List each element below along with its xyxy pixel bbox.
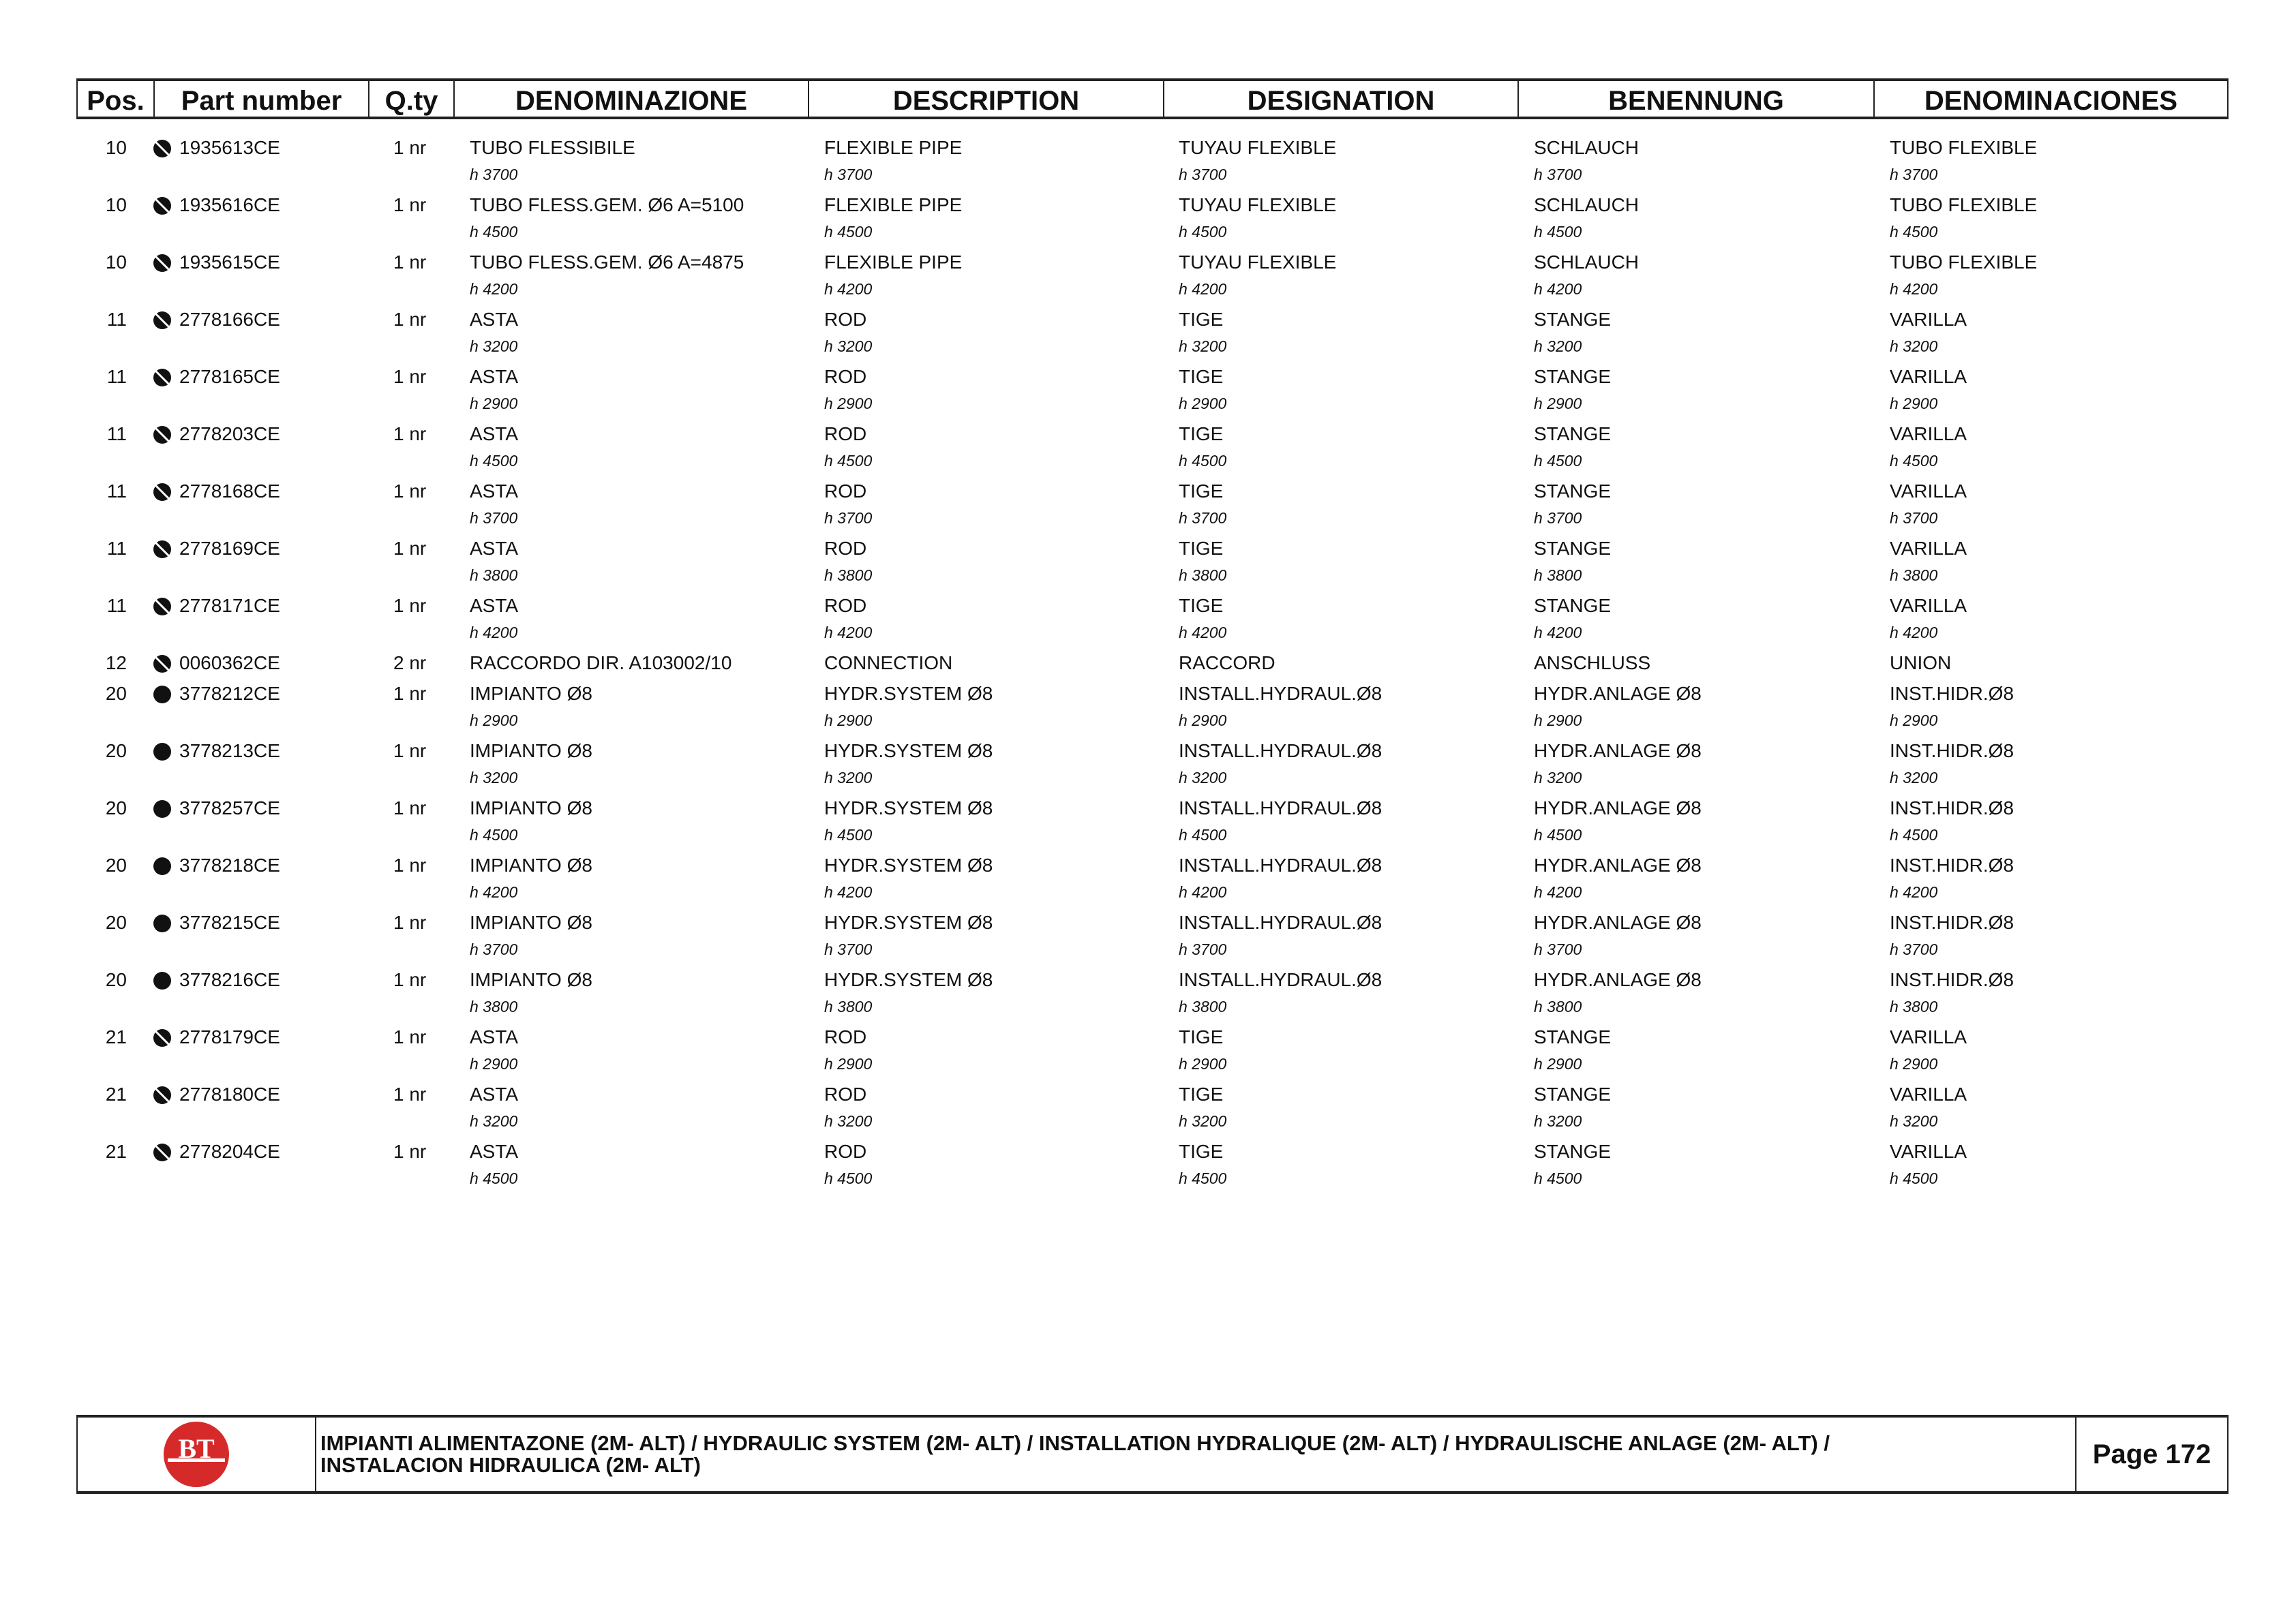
table-row	[0, 191, 2296, 248]
benennung: HYDR.ANLAGE Ø8	[1534, 683, 1702, 704]
table-row	[0, 649, 2296, 679]
height-note: h 3800	[1534, 566, 1582, 584]
height-note: h 4200	[470, 624, 518, 641]
denominazione: ASTA	[470, 1084, 519, 1105]
part-number: 2778165CE	[179, 366, 280, 387]
footer-title-line1: IMPIANTI ALIMENTAZONE (2M- ALT) / HYDRAULIC SYSTEM (2M- ALT) / INSTALLATION HYDRALIQUE (2M- ALT) / HYDRAULISCHE ANLAGE (2M- ALT) /	[320, 1431, 1830, 1455]
pos: 20	[105, 683, 127, 704]
slashed-circle-icon	[153, 538, 172, 557]
designation: TIGE	[1179, 480, 1224, 502]
pos: 21	[105, 1084, 127, 1105]
description: ROD	[824, 1084, 867, 1105]
part-number: 3778257CE	[179, 797, 280, 818]
table-row	[0, 592, 2296, 649]
height-note: h 4500	[824, 223, 873, 241]
quantity: 1 nr	[393, 423, 427, 444]
quantity: 1 nr	[393, 1026, 427, 1047]
part-number: 1935615CE	[179, 251, 280, 273]
height-note: h 3700	[1179, 509, 1227, 527]
denominaciones: TUBO FLEXIBLE	[1890, 194, 2038, 215]
height-note: h 3700	[1534, 940, 1582, 958]
slashed-circle-icon	[153, 252, 172, 271]
height-note: h 3200	[1534, 1112, 1582, 1130]
height-note: h 2900	[1179, 711, 1227, 729]
denominaciones: VARILLA	[1890, 538, 1967, 559]
description: HYDR.SYSTEM Ø8	[824, 969, 993, 990]
height-note: h 3700	[1179, 166, 1227, 183]
designation: TIGE	[1179, 538, 1224, 559]
header-benennung: BENENNUNG	[1519, 81, 1875, 117]
denominazione: ASTA	[470, 1026, 519, 1047]
table-header	[76, 78, 2229, 119]
table-row	[0, 1023, 2296, 1080]
table-row	[0, 363, 2296, 420]
designation: INSTALL.HYDRAUL.Ø8	[1179, 683, 1383, 704]
quantity: 1 nr	[393, 366, 427, 387]
table-row	[0, 1080, 2296, 1137]
designation: TIGE	[1179, 1026, 1224, 1047]
denominazione: ASTA	[470, 423, 519, 444]
header-description: DESCRIPTION	[809, 81, 1164, 117]
denominazione: IMPIANTO Ø8	[470, 683, 592, 704]
header-denominazione: DENOMINAZIONE	[455, 81, 809, 117]
description: FLEXIBLE PIPE	[824, 137, 963, 158]
height-note: h 3800	[1534, 998, 1582, 1015]
denominazione: IMPIANTO Ø8	[470, 969, 592, 990]
designation: TIGE	[1179, 423, 1224, 444]
part-number: 2778169CE	[179, 538, 280, 559]
description: HYDR.SYSTEM Ø8	[824, 740, 993, 761]
height-note: h 2900	[1890, 395, 1938, 412]
description: ROD	[824, 480, 867, 502]
quantity: 1 nr	[393, 309, 427, 330]
part-number: 0060362CE	[179, 652, 280, 673]
designation: TIGE	[1179, 595, 1224, 616]
height-note: h 2900	[1179, 1055, 1227, 1073]
part-number: 3778218CE	[179, 855, 280, 876]
quantity: 1 nr	[393, 912, 427, 933]
height-note: h 3700	[1890, 940, 1938, 958]
denominaciones: TUBO FLEXIBLE	[1890, 137, 2038, 158]
parts-table-body	[0, 134, 2296, 1195]
height-note: h 4500	[1534, 223, 1582, 241]
pos: 21	[105, 1026, 127, 1047]
slashed-circle-icon	[153, 1142, 172, 1161]
designation: INSTALL.HYDRAUL.Ø8	[1179, 855, 1383, 876]
height-note: h 2900	[1179, 395, 1227, 412]
part-number: 2778166CE	[179, 309, 280, 330]
height-note: h 3700	[1890, 166, 1938, 183]
denominazione: ASTA	[470, 595, 519, 616]
filled-circle-icon	[153, 684, 172, 703]
part-number: 1935613CE	[179, 137, 280, 158]
height-note: h 2900	[824, 711, 873, 729]
height-note: h 4200	[824, 624, 873, 641]
height-note: h 4500	[1890, 1169, 1938, 1187]
table-row	[0, 966, 2296, 1023]
benennung: ANSCHLUSS	[1534, 652, 1651, 673]
height-note: h 3200	[1890, 1112, 1938, 1130]
page-number: Page 172	[2075, 1418, 2227, 1491]
denominazione: ASTA	[470, 1141, 519, 1162]
height-note: h 3800	[470, 998, 518, 1015]
benennung: SCHLAUCH	[1534, 194, 1640, 215]
description: ROD	[824, 1026, 867, 1047]
filled-circle-icon	[153, 741, 172, 760]
part-number: 3778215CE	[179, 912, 280, 933]
height-note: h 4500	[1534, 452, 1582, 470]
filled-circle-icon	[153, 913, 172, 932]
height-note: h 4500	[1890, 452, 1938, 470]
height-note: h 4500	[470, 826, 518, 844]
height-note: h 3200	[1534, 337, 1582, 355]
height-note: h 4500	[1179, 452, 1227, 470]
designation: TIGE	[1179, 1084, 1224, 1105]
part-number: 2778168CE	[179, 480, 280, 502]
benennung: STANGE	[1534, 538, 1612, 559]
denominazione: IMPIANTO Ø8	[470, 855, 592, 876]
pos: 11	[106, 538, 127, 559]
slashed-circle-icon	[153, 424, 172, 443]
quantity: 1 nr	[393, 969, 427, 990]
pos: 20	[105, 855, 127, 876]
height-note: h 4200	[824, 883, 873, 901]
height-note: h 4500	[1534, 826, 1582, 844]
pos: 21	[105, 1141, 127, 1162]
height-note: h 2900	[470, 1055, 518, 1073]
denominaciones: UNION	[1890, 652, 1952, 673]
height-note: h 3700	[824, 509, 873, 527]
svg-text:BT: BT	[178, 1433, 215, 1464]
designation: TIGE	[1179, 366, 1224, 387]
pos: 11	[106, 480, 127, 502]
description: HYDR.SYSTEM Ø8	[824, 797, 993, 818]
page-footer	[76, 1415, 2229, 1494]
height-note: h 4500	[824, 1169, 873, 1187]
description: HYDR.SYSTEM Ø8	[824, 855, 993, 876]
denominaciones: VARILLA	[1890, 423, 1967, 444]
height-note: h 4200	[1534, 624, 1582, 641]
quantity: 1 nr	[393, 538, 427, 559]
quantity: 1 nr	[393, 740, 427, 761]
height-note: h 3800	[824, 998, 873, 1015]
height-note: h 3200	[824, 337, 873, 355]
table-row	[0, 1137, 2296, 1195]
pos: 11	[106, 423, 127, 444]
height-note: h 4500	[470, 223, 518, 241]
description: FLEXIBLE PIPE	[824, 251, 963, 273]
description: HYDR.SYSTEM Ø8	[824, 912, 993, 933]
height-note: h 4500	[1179, 1169, 1227, 1187]
denominaciones: INST.HIDR.Ø8	[1890, 855, 2014, 876]
quantity: 2 nr	[393, 652, 427, 673]
part-number: 1935616CE	[179, 194, 280, 215]
height-note: h 4500	[824, 452, 873, 470]
benennung: STANGE	[1534, 1141, 1612, 1162]
height-note: h 3700	[824, 940, 873, 958]
height-note: h 3700	[824, 166, 873, 183]
height-note: h 3200	[1179, 337, 1227, 355]
pos: 11	[106, 309, 127, 330]
designation: TIGE	[1179, 1141, 1224, 1162]
slashed-circle-icon	[153, 653, 172, 672]
denominaciones: INST.HIDR.Ø8	[1890, 969, 2014, 990]
height-note: h 3200	[1179, 769, 1227, 786]
description: ROD	[824, 595, 867, 616]
height-note: h 2900	[824, 395, 873, 412]
slashed-circle-icon	[153, 596, 172, 615]
designation: RACCORD	[1179, 652, 1275, 673]
bt-logo-icon	[162, 1420, 230, 1488]
benennung: HYDR.ANLAGE Ø8	[1534, 912, 1702, 933]
description: ROD	[824, 538, 867, 559]
pos: 10	[105, 194, 127, 215]
benennung: STANGE	[1534, 595, 1612, 616]
description: HYDR.SYSTEM Ø8	[824, 683, 993, 704]
benennung: STANGE	[1534, 309, 1612, 330]
slashed-circle-icon	[153, 367, 172, 386]
table-row	[0, 679, 2296, 737]
height-note: h 4500	[470, 452, 518, 470]
benennung: STANGE	[1534, 366, 1612, 387]
filled-circle-icon	[153, 798, 172, 817]
pos: 20	[105, 740, 127, 761]
table-row	[0, 908, 2296, 966]
denominaciones: VARILLA	[1890, 595, 1967, 616]
quantity: 1 nr	[393, 1084, 427, 1105]
height-note: h 4500	[1179, 223, 1227, 241]
height-note: h 3200	[824, 1112, 873, 1130]
footer-title	[318, 1418, 2151, 1491]
height-note: h 3800	[1179, 998, 1227, 1015]
header-part-number: Part number	[155, 81, 369, 117]
pos: 11	[106, 595, 127, 616]
denominazione: IMPIANTO Ø8	[470, 740, 592, 761]
quantity: 1 nr	[393, 683, 427, 704]
height-note: h 3700	[1534, 509, 1582, 527]
height-note: h 3700	[470, 940, 518, 958]
part-number: 2778171CE	[179, 595, 280, 616]
denominazione: TUBO FLESS.GEM. Ø6 A=4875	[470, 251, 744, 273]
header-designation: DESIGNATION	[1164, 81, 1519, 117]
table-row	[0, 534, 2296, 592]
height-note: h 4200	[1534, 883, 1582, 901]
benennung: STANGE	[1534, 480, 1612, 502]
table-row	[0, 737, 2296, 794]
quantity: 1 nr	[393, 137, 427, 158]
table-row	[0, 420, 2296, 477]
table-row	[0, 134, 2296, 191]
height-note: h 3200	[1890, 337, 1938, 355]
part-number: 3778212CE	[179, 683, 280, 704]
quantity: 1 nr	[393, 194, 427, 215]
quantity: 1 nr	[393, 1141, 427, 1162]
denominaciones: VARILLA	[1890, 480, 1967, 502]
height-note: h 4200	[1534, 280, 1582, 298]
quantity: 1 nr	[393, 251, 427, 273]
description: FLEXIBLE PIPE	[824, 194, 963, 215]
height-note: h 4500	[1179, 826, 1227, 844]
height-note: h 3200	[1890, 769, 1938, 786]
table-row	[0, 794, 2296, 851]
height-note: h 2900	[470, 395, 518, 412]
height-note: h 2900	[1534, 395, 1582, 412]
benennung: STANGE	[1534, 1084, 1612, 1105]
header-qty: Q.ty	[369, 81, 455, 117]
denominaciones: INST.HIDR.Ø8	[1890, 683, 2014, 704]
benennung: STANGE	[1534, 1026, 1612, 1047]
denominaciones: VARILLA	[1890, 1141, 1967, 1162]
quantity: 1 nr	[393, 855, 427, 876]
height-note: h 3200	[470, 769, 518, 786]
pos: 12	[105, 652, 127, 673]
slashed-circle-icon	[153, 138, 172, 157]
header-pos: Pos.	[78, 81, 155, 117]
denominaciones: INST.HIDR.Ø8	[1890, 912, 2014, 933]
description: ROD	[824, 366, 867, 387]
height-note: h 2900	[1534, 1055, 1582, 1073]
table-row	[0, 248, 2296, 305]
height-note: h 3200	[824, 769, 873, 786]
description: ROD	[824, 423, 867, 444]
denominazione: IMPIANTO Ø8	[470, 912, 592, 933]
description: CONNECTION	[824, 652, 953, 673]
height-note: h 3800	[470, 566, 518, 584]
height-note: h 4200	[1890, 883, 1938, 901]
designation: INSTALL.HYDRAUL.Ø8	[1179, 740, 1383, 761]
description: ROD	[824, 1141, 867, 1162]
designation: INSTALL.HYDRAUL.Ø8	[1179, 969, 1383, 990]
height-note: h 4200	[1890, 280, 1938, 298]
pos: 20	[105, 912, 127, 933]
height-note: h 3800	[824, 566, 873, 584]
height-note: h 4500	[1890, 826, 1938, 844]
height-note: h 3200	[470, 1112, 518, 1130]
designation: TUYAU FLEXIBLE	[1179, 251, 1337, 273]
height-note: h 4200	[1179, 624, 1227, 641]
height-note: h 3700	[470, 166, 518, 183]
part-number: 2778180CE	[179, 1084, 280, 1105]
height-note: h 3700	[470, 509, 518, 527]
benennung: STANGE	[1534, 423, 1612, 444]
benennung: HYDR.ANLAGE Ø8	[1534, 969, 1702, 990]
denominazione: IMPIANTO Ø8	[470, 797, 592, 818]
height-note: h 3700	[1534, 166, 1582, 183]
benennung: HYDR.ANLAGE Ø8	[1534, 855, 1702, 876]
designation: INSTALL.HYDRAUL.Ø8	[1179, 797, 1383, 818]
part-number: 2778203CE	[179, 423, 280, 444]
denominazione: ASTA	[470, 366, 519, 387]
height-note: h 2900	[470, 711, 518, 729]
benennung: HYDR.ANLAGE Ø8	[1534, 797, 1702, 818]
height-note: h 4500	[1534, 1169, 1582, 1187]
pos: 10	[105, 137, 127, 158]
part-number: 2778179CE	[179, 1026, 280, 1047]
height-note: h 2900	[1890, 1055, 1938, 1073]
denominazione: TUBO FLESSIBILE	[470, 137, 635, 158]
benennung: HYDR.ANLAGE Ø8	[1534, 740, 1702, 761]
height-note: h 4500	[470, 1169, 518, 1187]
denominazione: TUBO FLESS.GEM. Ø6 A=5100	[470, 194, 744, 215]
table-row	[0, 305, 2296, 363]
denominaciones: INST.HIDR.Ø8	[1890, 740, 2014, 761]
height-note: h 4500	[1890, 223, 1938, 241]
designation: TUYAU FLEXIBLE	[1179, 137, 1337, 158]
height-note: h 4500	[824, 826, 873, 844]
quantity: 1 nr	[393, 595, 427, 616]
denominazione: RACCORDO DIR. A103002/10	[470, 652, 732, 673]
denominaciones: VARILLA	[1890, 309, 1967, 330]
designation: TIGE	[1179, 309, 1224, 330]
height-note: h 4200	[824, 280, 873, 298]
pos: 10	[105, 251, 127, 273]
quantity: 1 nr	[393, 480, 427, 502]
part-number: 2778204CE	[179, 1141, 280, 1162]
slashed-circle-icon	[153, 309, 172, 328]
height-note: h 4200	[1890, 624, 1938, 641]
slashed-circle-icon	[153, 1027, 172, 1046]
denominazione: ASTA	[470, 538, 519, 559]
height-note: h 2900	[824, 1055, 873, 1073]
denominazione: ASTA	[470, 480, 519, 502]
pos: 11	[106, 366, 127, 387]
height-note: h 3800	[1890, 998, 1938, 1015]
pos: 20	[105, 797, 127, 818]
filled-circle-icon	[153, 855, 172, 874]
denominaciones: INST.HIDR.Ø8	[1890, 797, 2014, 818]
height-note: h 4200	[470, 280, 518, 298]
height-note: h 4200	[1179, 883, 1227, 901]
height-note: h 3200	[1534, 769, 1582, 786]
table-row	[0, 477, 2296, 534]
slashed-circle-icon	[153, 195, 172, 214]
denominaciones: VARILLA	[1890, 1026, 1967, 1047]
height-note: h 3200	[470, 337, 518, 355]
height-note: h 3700	[1179, 940, 1227, 958]
height-note: h 3800	[1179, 566, 1227, 584]
height-note: h 3800	[1890, 566, 1938, 584]
filled-circle-icon	[153, 970, 172, 989]
height-note: h 2900	[1534, 711, 1582, 729]
height-note: h 3700	[1890, 509, 1938, 527]
denominaciones: VARILLA	[1890, 366, 1967, 387]
height-note: h 4200	[1179, 280, 1227, 298]
height-note: h 4200	[470, 883, 518, 901]
part-number: 3778216CE	[179, 969, 280, 990]
denominaciones: VARILLA	[1890, 1084, 1967, 1105]
designation: INSTALL.HYDRAUL.Ø8	[1179, 912, 1383, 933]
height-note: h 2900	[1890, 711, 1938, 729]
height-note: h 3200	[1179, 1112, 1227, 1130]
benennung: SCHLAUCH	[1534, 137, 1640, 158]
bt-logo	[78, 1418, 316, 1491]
denominazione: ASTA	[470, 309, 519, 330]
denominaciones: TUBO FLEXIBLE	[1890, 251, 2038, 273]
designation: TUYAU FLEXIBLE	[1179, 194, 1337, 215]
pos: 20	[105, 969, 127, 990]
description: ROD	[824, 309, 867, 330]
header-denominaciones: DENOMINACIONES	[1924, 85, 2178, 116]
slashed-circle-icon	[153, 1084, 172, 1103]
slashed-circle-icon	[153, 481, 172, 500]
benennung: SCHLAUCH	[1534, 251, 1640, 273]
table-row	[0, 851, 2296, 908]
part-number: 3778213CE	[179, 740, 280, 761]
footer-title-line2: INSTALACION HIDRAULICA (2M- ALT)	[320, 1453, 701, 1477]
quantity: 1 nr	[393, 797, 427, 818]
